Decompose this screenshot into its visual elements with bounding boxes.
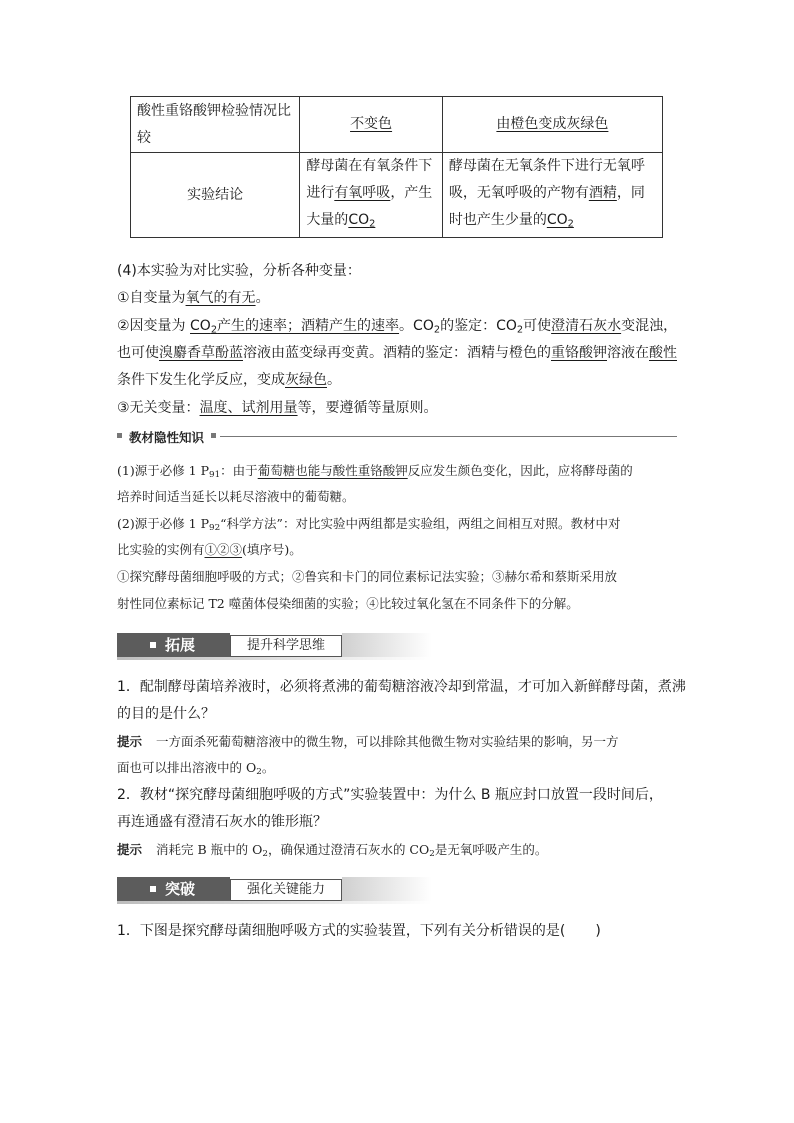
- text: (1)源于必修 1 P: [117, 463, 210, 478]
- subscript: 2: [516, 324, 524, 336]
- text: 重铬酸钾: [551, 345, 607, 361]
- expand-hint-1: [117, 732, 619, 750]
- cell-text: 酸性重铬酸钾检验情况比较: [137, 102, 291, 146]
- cell-text: ，产生大量的: [306, 185, 433, 228]
- banner-dark-tab: [117, 633, 230, 657]
- text: ①自变量为: [117, 290, 186, 306]
- text: ②因变量为: [117, 318, 191, 334]
- practice-question-1: [117, 920, 601, 940]
- banner-stripe: [117, 657, 432, 660]
- text: 变混浊，: [621, 318, 678, 334]
- text: CO: [190, 318, 211, 334]
- section-banner-breakthrough: [117, 877, 432, 901]
- hint-label: 提示: [117, 842, 143, 857]
- text: 。: [255, 290, 270, 306]
- square-bullet-icon: [150, 642, 156, 648]
- text: 葡萄糖也能与酸性重铬酸钾: [257, 463, 408, 478]
- text: 酸性: [649, 345, 677, 361]
- cell-text: CO: [546, 212, 568, 228]
- row-label: [131, 153, 300, 238]
- subscript: 2: [429, 849, 435, 860]
- analysis-point-3: [117, 397, 438, 417]
- text: 面也可以排出溶液中的 O: [117, 760, 257, 775]
- banner-fade: [342, 633, 432, 657]
- cell-text: CO: [348, 212, 370, 228]
- table-cell: [442, 153, 662, 238]
- cell-text: 酒精: [588, 185, 617, 201]
- text: 一方面杀死葡萄糖溶液中的微生物，可以排除其他微生物对实验结果的影响，另一方: [156, 734, 619, 749]
- subscript: 2: [210, 324, 218, 336]
- analysis-point-2-cont: [117, 369, 341, 389]
- table-row: [131, 97, 663, 153]
- text: 。: [261, 760, 275, 775]
- subscript: 2: [567, 218, 574, 230]
- square-bullet-icon: [117, 433, 122, 438]
- comparison-table: [130, 96, 663, 238]
- hidden-item-1-cont: 培养时间适当延长以耗尽溶液中的葡萄糖。: [117, 489, 355, 504]
- text: 溴麝香草酚蓝: [159, 345, 243, 361]
- text: 1．下图是探究酵母菌细胞呼吸方式的实验装置，下列有关分析错误的是(: [117, 923, 566, 939]
- hidden-item-2: [117, 514, 620, 533]
- subscript: 92: [209, 523, 221, 534]
- text: (2)源于必修 1 P: [117, 516, 210, 531]
- cell-text: 酵母菌在有氧条件下进行: [306, 158, 433, 201]
- text: 是无氧呼吸产生的。: [434, 842, 548, 857]
- banner-fade: [342, 877, 432, 901]
- subscript: 2: [256, 767, 262, 778]
- table-cell: [300, 97, 443, 153]
- text: 反应发生颜色变化，因此，应将酵母菌的: [407, 463, 633, 478]
- banner-title: 拓展: [165, 636, 196, 654]
- text: 溶液由蓝变绿再变黄。酒精的鉴定：酒精与橙色的: [243, 345, 551, 361]
- text: ): [595, 923, 601, 939]
- cell-text: 有氧呼吸: [334, 185, 391, 201]
- subscript: 2: [262, 849, 268, 860]
- cell-text: 实验结论: [187, 186, 244, 203]
- banner-subtitle: 提升科学思维: [230, 635, 342, 657]
- text: 。CO: [399, 318, 434, 334]
- section-title: 教材隐性知识: [129, 430, 205, 445]
- square-bullet-icon: [211, 433, 216, 438]
- text: 溶液在: [607, 345, 649, 361]
- cell-text: ，同时也产生少量的: [448, 185, 645, 228]
- text: 可使: [523, 318, 552, 334]
- text: 也可使: [117, 345, 159, 361]
- analysis-point-1: [117, 287, 270, 307]
- section-banner-expand: [117, 633, 432, 657]
- banner-subtitle: 强化关键能力: [230, 879, 342, 901]
- expand-question-1: 1．配制酵母菌培养液时，必须将煮沸的葡萄糖溶液冷却到常温，才可加入新鲜酵母菌，煮沸: [117, 679, 686, 695]
- hint-label: 提示: [117, 734, 143, 749]
- row-label: [131, 97, 300, 153]
- text: 消耗完 B 瓶中的 O: [156, 842, 263, 857]
- text: (填序号)。: [242, 542, 302, 557]
- subscript: 2: [433, 324, 441, 336]
- text: ：由于: [220, 463, 258, 478]
- text: 的鉴定：CO: [440, 318, 517, 334]
- text: 比实验的实例有: [117, 542, 205, 557]
- expand-hint-2: [117, 840, 547, 859]
- expand-question-2-cont: 再连通盛有澄清石灰水的锥形瓶？: [117, 814, 327, 830]
- text: 。: [327, 372, 341, 388]
- hidden-item-1: [117, 461, 633, 480]
- text: 澄清石灰水: [551, 318, 622, 334]
- text: ，确保通过澄清石灰水的 CO: [267, 842, 430, 857]
- banner-title: 突破: [165, 880, 196, 898]
- analysis-point-2-cont: [117, 342, 677, 362]
- expand-hint-1-cont: [117, 758, 274, 777]
- text: “科学方法”：对比实验中两组都是实验组，两组之间相互对照。教材中对: [220, 516, 621, 531]
- text: 条件下发生化学反应，变成: [117, 372, 285, 388]
- cell-text: 由橙色变成灰绿色: [496, 116, 609, 132]
- text: 氧气的有无: [185, 290, 256, 306]
- hidden-item-2-cont: [117, 540, 302, 558]
- square-bullet-icon: [150, 886, 156, 892]
- text: 产生的速率；酒精产生的速率: [217, 318, 400, 334]
- expand-question-1-cont: 的目的是什么？: [117, 706, 215, 722]
- text: 灰绿色: [285, 372, 327, 388]
- analysis-intro: (4)本实验为对比实验，分析各种变量：: [117, 263, 361, 279]
- analysis-point-2: [117, 315, 677, 335]
- text: 温度、试剂用量: [199, 400, 298, 416]
- banner-stripe: [117, 901, 432, 904]
- cell-text: 酵母菌在无氧条件下进行无氧呼吸，无氧呼吸的产物有: [448, 158, 645, 201]
- section-heading-hidden-knowledge: [117, 428, 677, 446]
- text: 等，要遵循等量原则。: [297, 400, 438, 416]
- text: ①②③: [204, 542, 243, 557]
- hidden-item-3: ①探究酵母菌细胞呼吸的方式；②鲁宾和卡门的同位素标记法实验；③赫尔希和蔡斯采用放: [117, 569, 618, 584]
- cell-text: 不变色: [350, 116, 393, 132]
- banner-dark-tab: [117, 877, 230, 901]
- table-cell: [442, 97, 662, 153]
- hidden-item-3-cont: 射性同位素标记 T2 噬菌体侵染细菌的实验；④比较过氧化氢在不同条件下的分解。: [117, 596, 579, 611]
- divider: [220, 436, 677, 437]
- text: ③无关变量：: [117, 400, 200, 416]
- table-cell: [300, 153, 443, 238]
- expand-question-2: 2．教材“探究酵母菌细胞呼吸的方式”实验装置中：为什么 B 瓶应封口放置一段时间后，: [117, 787, 663, 803]
- subscript: 91: [209, 470, 221, 481]
- subscript: 2: [369, 218, 376, 230]
- table-row: [131, 153, 663, 238]
